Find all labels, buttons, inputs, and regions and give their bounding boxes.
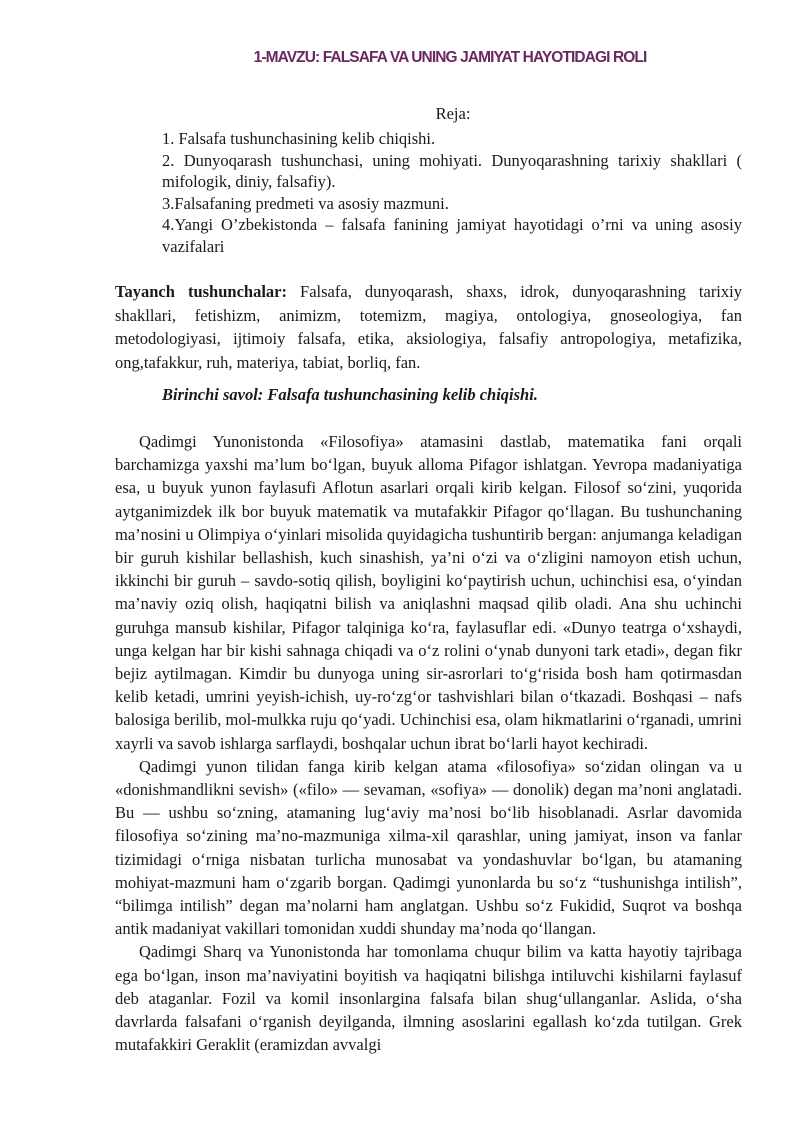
key-concepts <box>115 280 742 374</box>
plan-item: 1. Falsafa tushunchasining kelib chiqishi. <box>162 129 436 148</box>
topic-title: 1-MAVZU: FALSAFA VA UNING JAMIYAT HAYOTIDAGI ROLI <box>253 49 647 66</box>
body-text <box>115 430 742 1056</box>
plan-item: 4.Yangi O’zbekistonda – falsafa fanining jamiyat hayotidagi o’rni va uning asosiy vazifalari <box>162 215 742 256</box>
plan-list <box>162 128 742 258</box>
paragraph: Qadimgi Yunonistonda «Filosofiya» atamasini dastlab, matematika fani orqali barchamizga yaxshi ma’lum bo‘lgan, buyuk alloma Pifagor ishlatgan. Yevropa madaniyatiga esa, u buyuk yunon faylasufi Aflotun asarlari orqali kirib kelgan. Filosof so‘zini, yuqorida aytganimizdek ilk bor buyuk matematik va mutafakkir Pifagor qo‘llagan. Bu tushunchaning ma’nosini u Olimpiya o‘yinlari misolida quyidagicha tushuntirib bergan: anjumanga keladigan bir guruh kishilar bellashish, kuch sinashish, ya’ni o‘zi va o‘zligini namoyon etish uchun, ikkinchi bir guruh – savdo-sotiq qilish, boyligini ko‘paytirish uchun, uchinchisi esa, o‘yindan ma’naviy oziq olish, haqiqatni bilish va aniqlashni maqsad qilib oladi. Ana shu uchinchi guruhga mansub kishilar, Pifagor talqiniga ko‘ra, faylasuflar edi. «Dunyo teatrga o‘xshaydi, unga kelgan har bir kishi sahnaga chiqadi va o‘z rolini o‘ynab dunyoni tark etadi», degan fikr bejiz aytilmagan. Kimdir bu dunyoga uning sir-asrorlari to‘g‘risida bosh ham qotirmasdan kelib ketadi, umrini yeyish-ichish, uy-ro‘zg‘or tashvishlari bilan o‘tkazadi. Boshqasi – nafs balosiga berilib, mol-mulkka ruju qo‘yadi. Uchinchisi esa, olam hikmatlarini o‘rganadi, umrini xayrli va savob ishlarga sarflaydi, boshqalar uchun ibrat bo‘larli hayot kechiradi. <box>115 432 742 753</box>
plan-item: 2. Dunyoqarash tushunchasi, uning mohiyati. Dunyoqarashning tarixiy shakllari ( mifologik, diniy, falsafiy). <box>162 150 742 192</box>
plan-heading: Reja: <box>435 104 471 123</box>
question-title: Birinchi savol: Falsafa tushunchasining kelib chiqishi. <box>162 385 538 404</box>
key-concepts-label: Tayanch tushunchalar: <box>115 282 287 301</box>
plan-item: 3.Falsafaning predmeti va asosiy mazmuni. <box>162 193 449 213</box>
paragraph: Qadimgi yunon tilidan fanga kirib kelgan atama «filosofiya» so‘zidan olingan va u «donishmandlikni sevish» («filo» — sevaman, «sofiya» — donolik) degan ma’noni anglatadi. Bu — ushbu so‘zning, atamaning lug‘aviy ma’nosi bo‘lib hisoblanadi. Asrlar davomida filosofiya so‘zining ma’no-mazmuniga xilma-xil qarashlar, uning jamiyat, inson va fanlar tizimidagi o‘rniga nisbatan turlicha munosabat va yondashuvlar bo‘lgan, bu atamaning mohiyat-mazmuni ham o‘zgarib borgan. Qadimgi yunonlarda bu so‘z “tushunishga intilish”, “bilimga intilish” degan ma’nolarni ham anglatgan. Ushbu so‘z Fukidid, Suqrot va boshqa antik madaniyat vakillari tomonidan xuddi shunday ma’noda qo‘llangan. <box>115 756 742 939</box>
paragraph: Qadimgi Sharq va Yunonistonda har tomonlama chuqur bilim va katta hayotiy tajribaga ega bo‘lgan, inson ma’naviyatini boyitish va haqiqatni bilishga intiluvchi kishilarni faylasuf deb ataganlar. Fozil va komil insonlargina falsafa bilan shug‘ullanganlar. Aslida, o‘sha davrlarda falsafani o‘rganish deyilganda, ilmning asoslarini egallash ko‘zda tutilgan. Grek mutafakkiri Geraklit (eramizdan avvalgi <box>115 942 742 1055</box>
key-concepts-text: Falsafa, dunyoqarash, shaxs, idrok, dunyoqarashning tarixiy shakllari, fetishizm, animizm, totemizm, magiya, ontologiya, gnoseologiya, fan metodologiyasi, ijtimoiy falsafa, etika, aksiologiya, falsafiy antropologiya, metafizika, ong,tafakkur, ruh, materiya, tabiat, borliq, fan. <box>115 282 742 372</box>
